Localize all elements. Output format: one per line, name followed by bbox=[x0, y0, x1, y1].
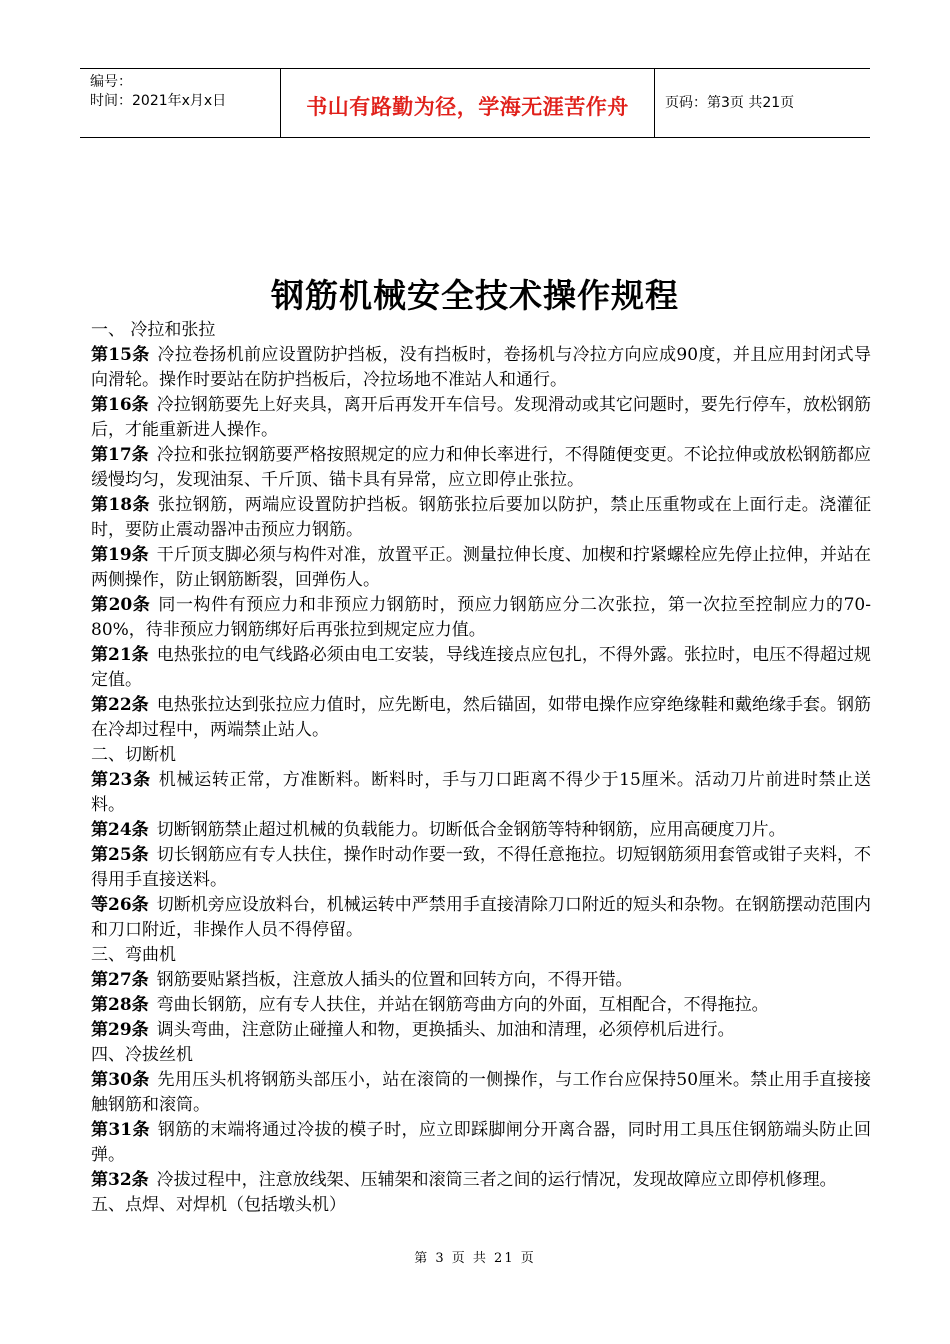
article-paragraph bbox=[91, 768, 871, 818]
article-number: 第21条 bbox=[91, 645, 149, 665]
article-text: 冷拔过程中，注意放线架、压辅架和滚筒三者之间的运行情况，发现故障应立即停机修理。 bbox=[156, 1170, 837, 1190]
page-footer: 第 3 页 共 21 页 bbox=[414, 1251, 536, 1266]
article-paragraph bbox=[91, 593, 871, 643]
article-text: 电热张拉的电气线路必须由电工安装，导线连接点应包扎，不得外露。张拉时，电压不得超过规定值。 bbox=[91, 645, 871, 690]
article-text: 冷拉和张拉钢筋要严格按照规定的应力和伸长率进行，不得随便变更。不论拉伸或放松钢筋都应缓慢均匀，发现油泵、千斤顶、锚卡具有异常，应立即停止张拉。 bbox=[91, 445, 871, 490]
article-paragraph bbox=[91, 493, 871, 543]
article-number: 第16条 bbox=[91, 395, 149, 415]
article-paragraph bbox=[91, 543, 871, 593]
article-text: 冷拉卷扬机前应设置防护挡板，没有挡板时，卷扬机与冷拉方向应成90度，并且应用封闭式导向滑轮。操作时要站在防护挡板后，冷拉场地不准站人和通行。 bbox=[91, 345, 871, 390]
header-meta-cell bbox=[80, 69, 281, 137]
section-heading: 二、切断机 bbox=[91, 745, 176, 765]
article-number: 第29条 bbox=[91, 1020, 149, 1040]
document-title: 钢筋机械安全技术操作规程 bbox=[271, 276, 679, 315]
article-paragraph bbox=[91, 1068, 871, 1118]
article-text: 电热张拉达到张拉应力值时，应先断电，然后锚固，如带电操作应穿绝缘鞋和戴绝缘手套。钢筋在冷却过程中，两端禁止站人。 bbox=[91, 695, 871, 740]
section-heading: 四、冷拔丝机 bbox=[91, 1045, 193, 1065]
article-paragraph bbox=[91, 643, 871, 693]
article-paragraph bbox=[91, 818, 871, 843]
article-number: 第28条 bbox=[91, 995, 149, 1015]
article-text: 切长钢筋应有专人扶住，操作时动作要一致，不得任意拖拉。切短钢筋须用套管或钳子夹料，不得用手直接送料。 bbox=[91, 845, 871, 890]
article-number: 第23条 bbox=[91, 770, 151, 790]
article-text: 切断机旁应设放料台，机械运转中严禁用手直接清除刀口附近的短头和杂物。在钢筋摆动范围内和刀口附近，非操作人员不得停留。 bbox=[91, 895, 871, 940]
article-text: 切断钢筋禁止超过机械的负载能力。切断低合金钢筋等特种钢筋，应用高硬度刀片。 bbox=[156, 820, 786, 840]
article-text: 钢筋要贴紧挡板，注意放人插头的位置和回转方向，不得开错。 bbox=[156, 970, 633, 990]
article-paragraph bbox=[91, 693, 871, 743]
section-heading: 五、点焊、对焊机（包括墩头机） bbox=[91, 1195, 346, 1215]
number-label: 编号： bbox=[90, 74, 132, 90]
article-number: 等26条 bbox=[91, 895, 149, 915]
article-number: 第31条 bbox=[91, 1120, 150, 1140]
article-text: 弯曲长钢筋，应有专人扶住，并站在钢筋弯曲方向的外面，互相配合，不得拖拉。 bbox=[156, 995, 769, 1015]
article-number: 第22条 bbox=[91, 695, 149, 715]
article-text: 钢筋的末端将通过冷拔的模子时，应立即踩脚闸分开离合器，同时用工具压住钢筋端头防止回弹。 bbox=[91, 1120, 871, 1165]
article-number: 第18条 bbox=[91, 495, 150, 515]
article-number: 第30条 bbox=[91, 1070, 150, 1090]
article-number: 第32条 bbox=[91, 1170, 149, 1190]
article-paragraph bbox=[91, 968, 871, 993]
article-paragraph bbox=[91, 993, 871, 1018]
section-heading: 一、 冷拉和张拉 bbox=[91, 320, 216, 340]
article-number: 第27条 bbox=[91, 970, 149, 990]
section-heading: 三、弯曲机 bbox=[91, 945, 176, 965]
article-number: 第20条 bbox=[91, 595, 151, 615]
motto: 书山有路勤为径，学海无涯苦作舟 bbox=[306, 95, 629, 119]
article-text: 调头弯曲，注意防止碰撞人和物，更换插头、加油和清理，必须停机后进行。 bbox=[156, 1020, 735, 1040]
article-paragraph bbox=[91, 443, 871, 493]
article-text: 张拉钢筋，两端应设置防护挡板。钢筋张拉后要加以防护，禁止压重物或在上面行走。浇灌征时，要防止震动器冲击预应力钢筋。 bbox=[91, 495, 871, 540]
page-info: 页码：第3页 共21页 bbox=[665, 95, 795, 111]
article-number: 第19条 bbox=[91, 545, 149, 565]
article-paragraph bbox=[91, 893, 871, 943]
document-header bbox=[80, 68, 870, 138]
article-paragraph bbox=[91, 843, 871, 893]
article-number: 第25条 bbox=[91, 845, 149, 865]
document-body bbox=[91, 318, 871, 1218]
article-number: 第15条 bbox=[91, 345, 150, 365]
header-motto-cell bbox=[281, 69, 655, 137]
article-text: 同一构件有预应力和非预应力钢筋时，预应力钢筋应分二次张拉，第一次拉至控制应力的70-80%，待非预应力钢筋绑好后再张拉到规定应力值。 bbox=[91, 595, 871, 640]
article-number: 第24条 bbox=[91, 820, 149, 840]
article-paragraph bbox=[91, 1118, 871, 1168]
article-paragraph bbox=[91, 393, 871, 443]
article-paragraph bbox=[91, 1018, 871, 1043]
article-text: 干斤顶支脚必须与构件对准，放置平正。测量拉伸长度、加楔和拧紧螺栓应先停止拉伸，并站在两侧操作，防止钢筋断裂，回弹伤人。 bbox=[91, 545, 871, 590]
article-number: 第17条 bbox=[91, 445, 149, 465]
article-paragraph bbox=[91, 1168, 871, 1193]
article-text: 先用压头机将钢筋头部压小，站在滚筒的一侧操作，与工作台应保持50厘米。禁止用手直接接触钢筋和滚筒。 bbox=[91, 1070, 871, 1115]
article-paragraph bbox=[91, 343, 871, 393]
article-text: 冷拉钢筋要先上好夹具，离开后再发开车信号。发现滑动或其它问题时，要先行停车，放松钢筋后，才能重新进人操作。 bbox=[91, 395, 871, 440]
header-page-cell bbox=[655, 69, 870, 137]
time-label: 时间：2021年x月x日 bbox=[90, 93, 227, 109]
article-text: 机械运转正常，方准断料。断料时，手与刀口距离不得少于15厘米。活动刀片前进时禁止送料。 bbox=[91, 770, 871, 815]
